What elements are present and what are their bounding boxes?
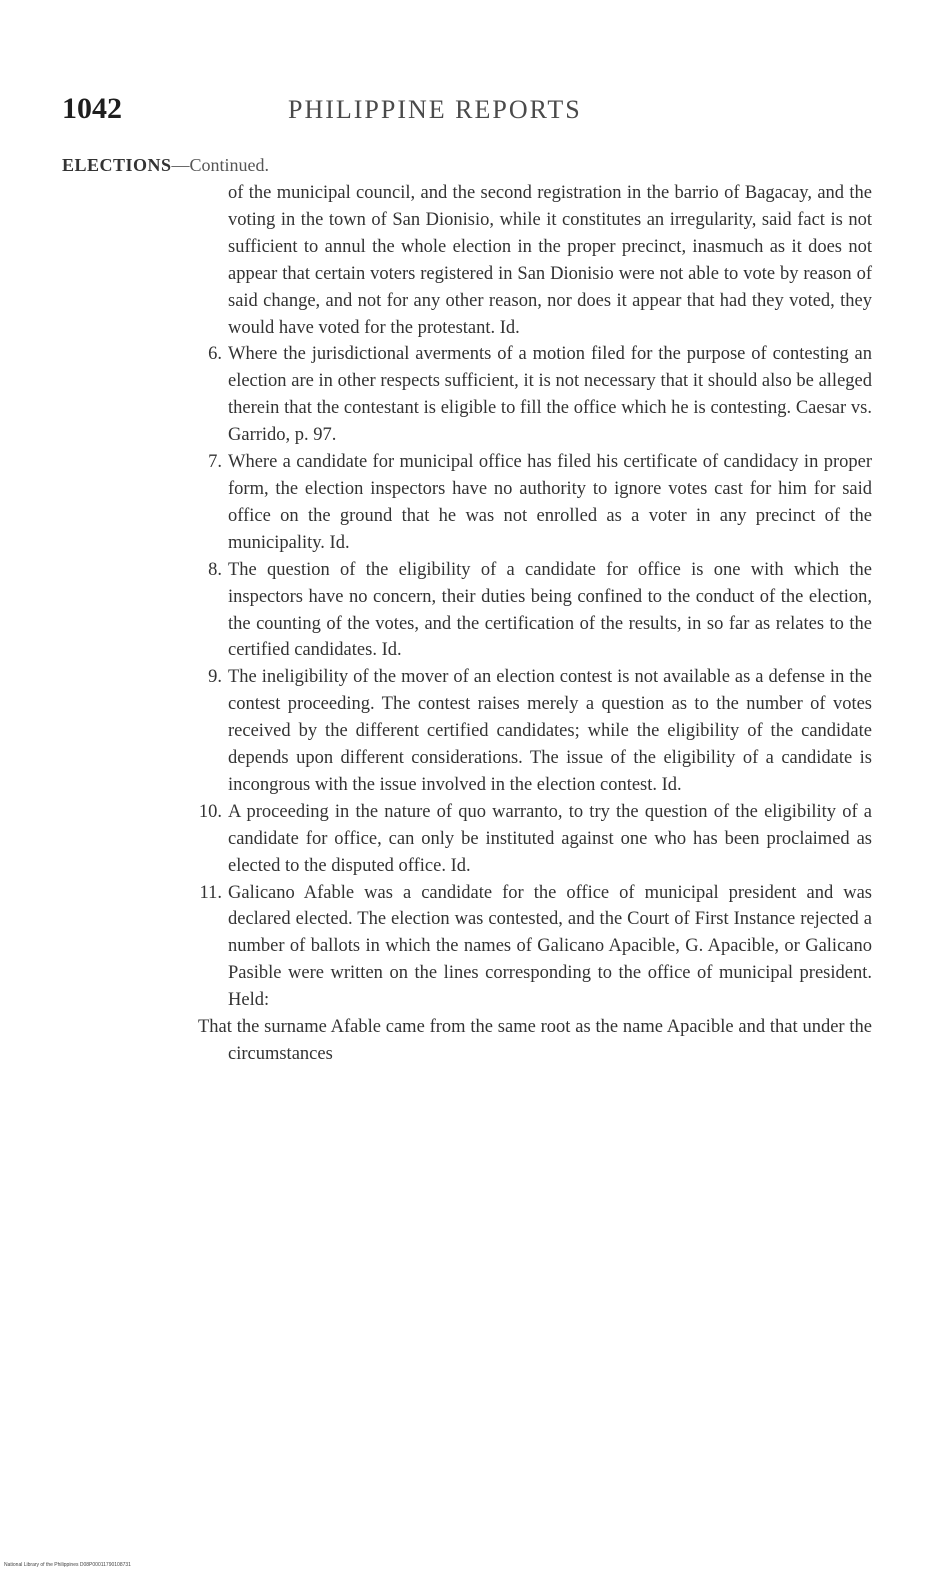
- section-heading: [62, 155, 269, 176]
- list-item-number: 10.: [198, 801, 222, 822]
- list-item-number: 8.: [208, 559, 222, 580]
- list-item-text: A proceeding in the nature of quo warranto, to try the question of the eligibility of a candidate for office, can only be instituted against one who has been proclaimed as elected to the disputed office. Id.: [228, 801, 872, 876]
- section-heading-continued: —Continued.: [171, 155, 270, 175]
- running-title: PHILIPPINE REPORTS: [288, 95, 582, 124]
- section-heading-title: ELECTIONS: [62, 155, 172, 175]
- list-item-text: Where the jurisdictional averments of a motion filed for the purpose of contesting an election are in other respects sufficient, it is not necessary that it should also be alleged therein that the contestant is eligible to fill the office which he is contesting. Caesar vs. Garrido, p. 97.: [228, 344, 872, 446]
- continuation-paragraph: of the municipal council, and the second registration in the barrio of Bagacay, and the voting in the town of San Dionisio, while it constitutes an irregularity, said fact is not sufficient to annul the whole election in the proper precinct, inasmuch as it does not appear that certain voters registered in San Dionisio were not able to vote by reason of said change, and not for any other reason, nor does it appear that had they voted, they would have voted for the protestant. Id.: [228, 183, 872, 338]
- page-number: 1042: [62, 92, 122, 125]
- held-paragraph: [160, 1014, 872, 1068]
- list-item: [160, 664, 872, 799]
- list-item: [160, 341, 872, 449]
- list-item-number: 11.: [199, 882, 222, 903]
- list-item-text: Where a candidate for municipal office has filed his certificate of candidacy in proper form, the election inspectors have no authority to ignore votes cast for him for said office on the ground that he was not enrolled as a voter in any precinct of the municipality. Id.: [228, 452, 872, 553]
- scan-footer: National Library of the Philippines D08P00011790108731: [4, 1562, 131, 1568]
- list-item: [160, 449, 872, 557]
- list-item-text: The question of the eligibility of a candidate for office is one with which the inspectors have no concern, their duties being confined to the conduct of the election, the counting of the votes, and the certification of the results, in so far as relates to the certified candidates. Id.: [228, 559, 872, 661]
- list-item-text: Galicano Afable was a candidate for the office of municipal president and was declared elected. The election was contested, and the Court of First Instance rejected a number of ballots in which the names of Galicano Apacible, G. Apacible, or Galicano Pasible were written on the lines corresponding to the office of municipal president. Held:: [228, 882, 872, 1011]
- list-item-number: 9.: [208, 667, 222, 688]
- list-item: [160, 557, 872, 665]
- list-item-number: 7.: [208, 452, 222, 473]
- list-item: [160, 799, 872, 880]
- held-paragraph-text: That the surname Afable came from the same root as the name Apacible and that under the circumstances: [198, 1017, 872, 1064]
- list-item-text: The ineligibility of the mover of an election contest is not available as a defense in the contest proceeding. The contest raises merely a question as to the number of votes received by the different certified candidates; while the eligibility of the candidate depends upon different considerations. The issue of the eligibility of a candidate is incongrous with the issue involved in the election contest. Id.: [228, 667, 872, 795]
- list-item: [160, 880, 872, 1015]
- list-item-number: 6.: [208, 344, 222, 365]
- body-text: [160, 180, 872, 1068]
